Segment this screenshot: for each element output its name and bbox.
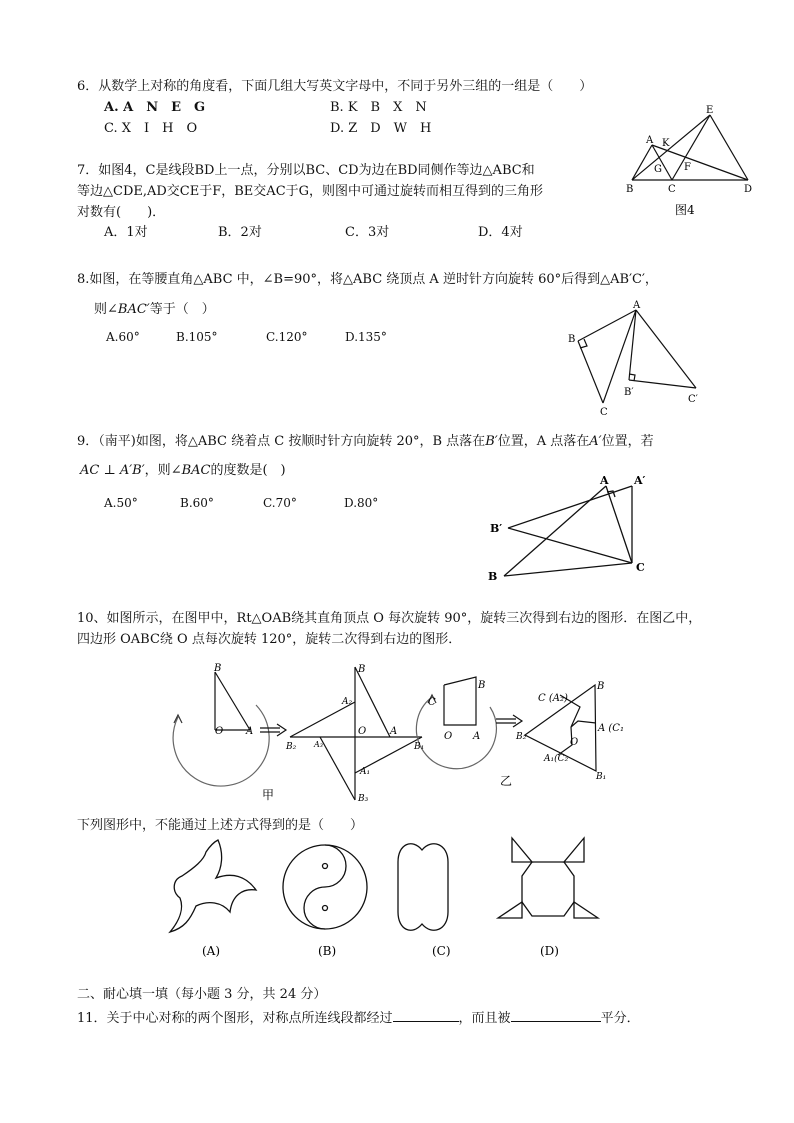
q10-jia-right-label-b2: B₂ [286,742,297,752]
q9-line-2: AC ⊥ A′B′，则∠BAC的度数是( ) [80,463,286,478]
section-2-heading: 二、耐心填一填（每小题 3 分，共 24 分） [77,987,327,1002]
q9-figure [480,470,660,585]
q10-yi-right-label-o: O [570,737,579,748]
q7-option-a: A．1对 [104,225,148,240]
q10-option-d-label: (D) [540,944,559,957]
q7-fig-label-c: C [668,184,676,195]
q9-fig-label-b: B [488,570,498,583]
q10-option-c-label: (C) [432,944,451,957]
q10-option-b-label: (B) [318,944,337,957]
q7-figure-caption: 图4 [675,203,695,217]
q10-yi-left-label-a: A [473,731,481,742]
q10-yi-right-label-a1-c2: A₁(C₂ [544,754,569,764]
q10-yi-right-label-b2: B₂ [516,732,527,742]
q9-fig-label-b-prime: B′ [490,522,503,535]
q10-jia-right-label-b1: B₁ [414,742,425,752]
q7-fig-label-g: G [654,164,662,175]
q7-fig-label-f: F [684,162,691,173]
q7-fig-label-b: B [626,184,634,195]
q6-option-a: A. A N E G [104,100,206,115]
q7-option-d: D．4对 [478,225,523,240]
q6-option-b: B. K B X N [330,100,427,115]
q9-fig-label-a: A [600,474,609,487]
q9-fig-label-c: C [636,561,645,574]
q8-option-d: D.135° [345,330,387,344]
q10-jia-right-label-a3: A₃ [314,740,323,749]
q10-yi-left-label-c: C [428,697,436,708]
q9-option-c: C.70° [263,496,297,510]
q8-option-a: A.60° [106,330,140,344]
q7-figure [620,100,760,222]
q9-line-1: 9．（南平)如图，将△ABC 绕着点 C 按顺时针方向旋转 20°，B 点落在B′位置，A 点落在A′位置，若 [77,434,654,449]
q10-jia-caption: 甲 [262,788,275,802]
q8-line-2: 则∠BAC′等于（ ） [94,302,215,317]
q10-jia-right-label-a1: A₁ [360,767,371,777]
q9-option-b: B.60° [180,496,214,510]
q8-fig-label-b: B [568,334,576,345]
q7-option-c: C．3对 [345,225,390,240]
q7-option-b: B．2对 [218,225,262,240]
q10-yi-right-label-c-a2: C (A₂) [538,693,568,704]
q10-jia-right-label-a: A [390,726,398,737]
q10-yi-left-label-b: B [478,680,486,691]
q6-option-d: D. Z D W H [330,121,432,136]
option-a-shape [170,840,256,932]
q10-jia-right-label-o: O [358,726,367,737]
q8-option-b: B.105° [176,330,218,344]
q10-jia-right-label-b3: B₃ [358,794,369,804]
q8-line-1: 8.如图，在等腰直角△ABC 中，∠B=90°，将△ABC 绕顶点 A 逆时针方向旋转 60°后得到△AB′C′， [77,272,658,287]
q6-stem: 6．从数学上对称的角度看，下面几组大写英文字母中，不同于另外三组的一组是（ ） [77,79,593,94]
q7-fig-label-k: K [662,138,670,149]
q10-yi-left-label-o: O [444,731,453,742]
q8-fig-label-c: C [600,407,608,418]
q10-jia-left-label-b: B [214,663,222,674]
q10-rotation-figures [160,655,630,805]
q10-jia-left-label-o: O [215,726,224,737]
q8-fig-label-a: A [633,300,641,311]
q7-line-1: 7．如图4，C是线段BD上一点，分别以BC、CD为边在BD同侧作等边△ABC和 [77,163,535,178]
q8-fig-label-c-prime: C′ [688,394,698,405]
q10-yi-right-label-b: B [597,681,605,692]
q10-jia-right-label-a2: A₂ [342,697,353,707]
q7-fig-label-a: A [646,135,654,146]
q8-figure [560,298,710,420]
q7-line-2: 等边△CDE,AD交CE于F，BE交AC于G，则图中可通过旋转而相互得到的三角形 [77,184,544,199]
q8-option-c: C.120° [266,330,308,344]
q10-yi-caption: 乙 [500,774,513,788]
q11-blank-2[interactable] [511,1007,601,1022]
q9-option-a: A.50° [104,496,138,510]
q8-fig-label-b-prime: B′ [624,387,634,398]
q11-text: 11．关于中心对称的两个图形，对称点所连线段都经过 ，而且被 平分． [77,1007,640,1029]
q9-option-d: D.80° [344,496,379,510]
q7-line-3: 对数有( )． [77,205,166,220]
q10-line-1: 10、如图所示，在图甲中，Rt△OAB绕其直角顶点 O 每次旋转 90°，旋转三次得到右边的图形．在图乙中， [77,611,702,626]
q10-jia-left-label-a: A [246,726,254,737]
q10-yi-right-label-b1: B₁ [596,772,607,782]
q7-fig-label-e: E [706,105,714,116]
q10-jia-right-label-b: B [358,664,366,675]
q10-yi-right-label-a-c1: A (C₁ [598,723,624,734]
q10-line-2: 四边形 OABC绕 O 点每次旋转 120°，旋转二次得到右边的图形． [77,632,462,647]
q9-fig-label-a-prime: A′ [634,474,646,487]
q10-question: 下列图形中，不能通过上述方式得到的是（ ） [77,818,364,833]
q10-option-a-label: (A) [202,944,221,957]
q10-answer-options-figures [160,832,610,957]
q7-fig-label-d: D [744,184,753,195]
q11-blank-1[interactable] [393,1007,459,1022]
q6-option-c: C. X I H O [104,121,198,136]
